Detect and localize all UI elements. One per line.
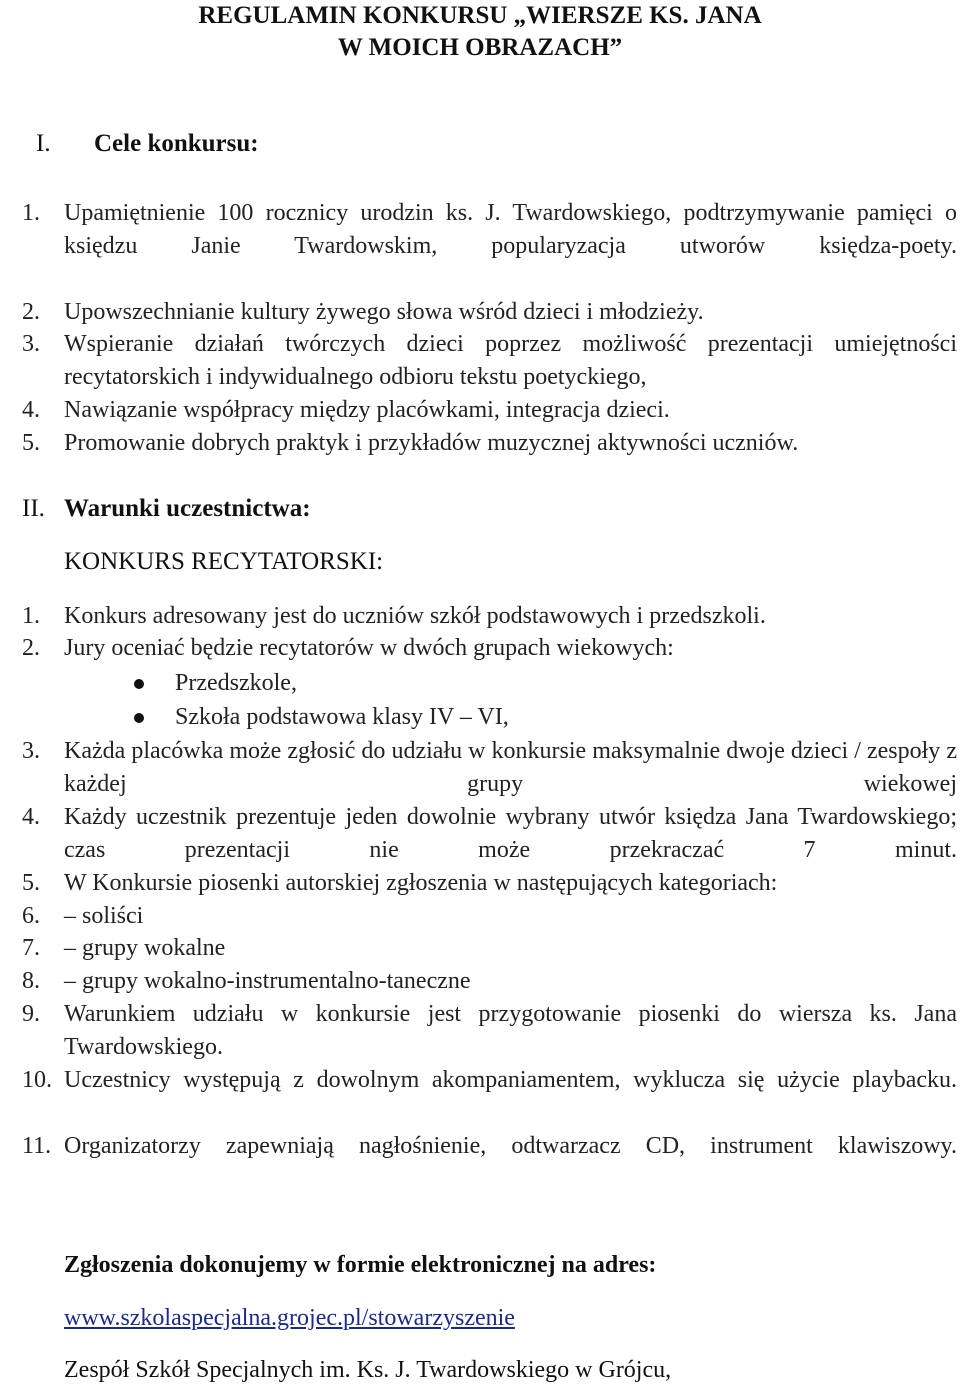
section-1-item-2	[22, 296, 957, 329]
item-number: 8.	[22, 968, 40, 994]
section-1-numeral: I.	[36, 130, 51, 157]
item-text: Uczestnicy występują z dowolnym akompaniamentem, wyklucza się użycie playbacku.	[64, 1067, 957, 1093]
document-title-line-1: REGULAMIN KONKURSU „WIERSZE KS. JANA	[198, 2, 762, 29]
section-2-subheading: KONKURS RECYTATORSKI:	[64, 548, 384, 575]
item-text: Warunkiem udziału w konkursie jest przygotowanie piosenki do wiersza ks. Jana Twardowskiego.	[64, 1001, 957, 1060]
section-2-item-4	[22, 801, 957, 867]
section-2-item-5	[22, 867, 957, 900]
item-text: Jury oceniać będzie recytatorów w dwóch grupach wiekowych:	[64, 635, 674, 661]
item-number: 4.	[22, 397, 40, 423]
item-text: W Konkursie piosenki autorskiej zgłoszenia w następujących kategoriach:	[64, 870, 778, 896]
item-number: 4.	[22, 804, 40, 830]
item-number: 3.	[22, 738, 40, 764]
section-2-item-9	[22, 998, 957, 1064]
item-number: 5.	[22, 430, 40, 456]
item-text: – soliści	[64, 903, 144, 929]
section-1-item-1	[22, 197, 957, 263]
section-2-item-8	[22, 965, 957, 998]
item-number: 1.	[22, 603, 40, 629]
section-2-item-7	[22, 932, 957, 965]
bullet-text: Przedszkole,	[175, 670, 297, 696]
footer-organizer: Zespół Szkół Specjalnych im. Ks. J. Twardowskiego w Grójcu,	[64, 1357, 672, 1383]
section-1-item-5	[22, 427, 957, 460]
section-2-item-3	[22, 735, 957, 801]
section-1-heading: Cele konkursu:	[94, 130, 259, 157]
section-2-item-10	[22, 1064, 957, 1097]
item-number: 6.	[22, 903, 40, 929]
submission-heading: Zgłoszenia dokonujemy w formie elektronicznej na adres:	[64, 1252, 657, 1278]
item-text: – grupy wokalno-instrumentalno-taneczne	[64, 968, 471, 994]
item-text: Konkurs adresowany jest do uczniów szkół podstawowych i przedszkoli.	[64, 603, 766, 629]
submission-link[interactable]: www.szkolaspecjalna.grojec.pl/stowarzyszenie	[64, 1305, 515, 1331]
item-number: 3.	[22, 331, 40, 357]
item-text: Każda placówka może zgłosić do udziału w konkursie maksymalnie dwoje dzieci / zespoły z każdej grupy wiekowej	[64, 738, 957, 797]
item-text: Każdy uczestnik prezentuje jeden dowolnie wybrany utwór księdza Jana Twardowskiego; czas prezentacji nie może przekraczać 7 minut.	[64, 804, 957, 863]
bullet-icon	[134, 679, 144, 689]
section-2-item-11	[22, 1130, 957, 1163]
item-number: 2.	[22, 299, 40, 325]
section-1-item-3	[22, 328, 957, 394]
bullet-icon	[134, 713, 144, 723]
section-2-item-6	[22, 900, 957, 933]
item-number: 2.	[22, 635, 40, 661]
item-text: Wspieranie działań twórczych dzieci poprzez możliwość prezentacji umiejętności recytatorskich i indywidualnego odbioru tekstu poetyckiego,	[64, 331, 957, 390]
item-text: – grupy wokalne	[64, 935, 226, 961]
bullet-text: Szkoła podstawowa klasy IV – VI,	[175, 704, 509, 730]
item-text: Nawiązanie współpracy między placówkami, integracja dzieci.	[64, 397, 670, 423]
section-2-heading: Warunki uczestnictwa:	[64, 495, 311, 522]
item-number: 1.	[22, 200, 40, 226]
item-text: Organizatorzy zapewniają nagłośnienie, odtwarzacz CD, instrument klawiszowy.	[64, 1133, 957, 1159]
item-number: 7.	[22, 935, 40, 961]
item-number: 5.	[22, 870, 40, 896]
document-title-line-2: W MOICH OBRAZACH”	[337, 34, 623, 61]
item-text: Upowszechnianie kultury żywego słowa wśród dzieci i młodzieży.	[64, 299, 704, 325]
section-1-item-4	[22, 394, 957, 427]
section-2-item-2	[22, 632, 957, 665]
item-text: Upamiętnienie 100 rocznicy urodzin ks. J. Twardowskiego, podtrzymywanie pamięci o księdzu Janie Twardowskim, popularyzacja utworów księdza-poety.	[64, 200, 957, 259]
section-2-numeral: II.	[22, 495, 45, 522]
item-number: 10.	[22, 1067, 52, 1093]
section-2-item-1	[22, 600, 957, 633]
item-number: 9.	[22, 1001, 40, 1027]
item-text: Promowanie dobrych praktyk i przykładów muzycznej aktywności uczniów.	[64, 430, 799, 456]
item-number: 11.	[22, 1133, 52, 1159]
